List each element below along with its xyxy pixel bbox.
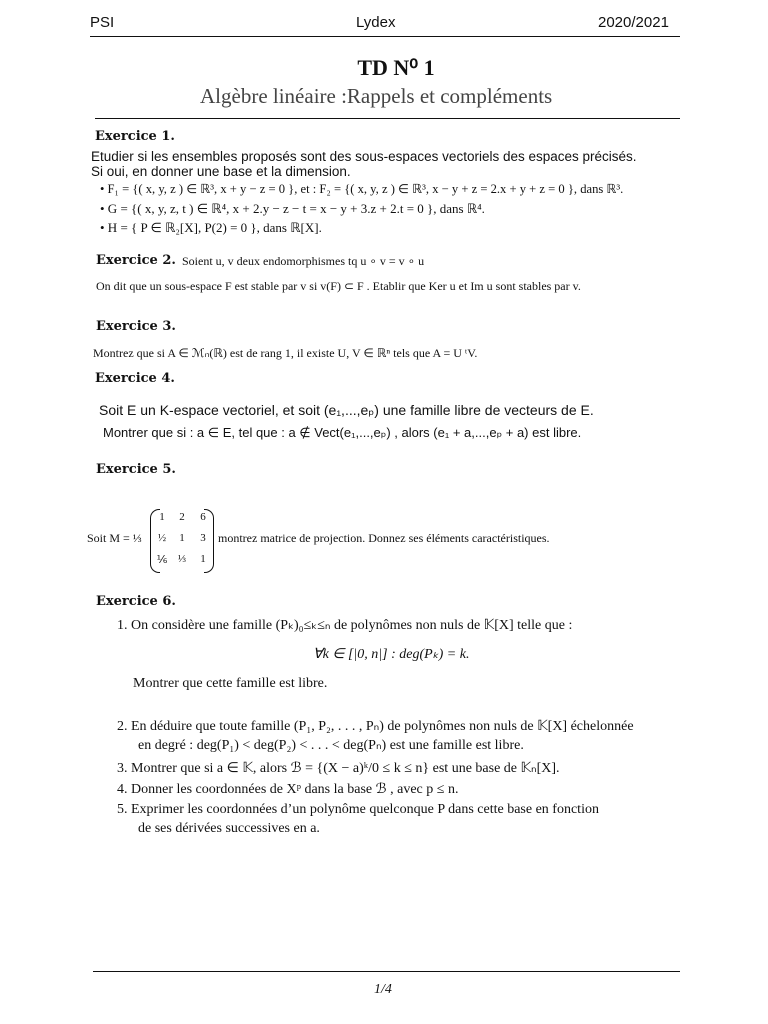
page-number: 1/4 <box>374 982 392 997</box>
exercise-1-intro-1: Etudier si les ensembles proposés sont des sous-espaces vectoriels des espaces précisés. <box>91 149 637 164</box>
exercise-5-matrix <box>150 509 214 571</box>
exercise-2-line-2: On dit que un sous-espace F est stable par v si v(F) ⊂ F . Etablir que Ker u et Im u sont stables par v. <box>96 279 581 293</box>
matrix-cell: 1 <box>179 532 185 544</box>
header-rule <box>90 36 680 37</box>
exercise-4-line-1: Soit E un K-espace vectoriel, et soit (e₁,...,eₚ) une famille libre de vecteurs de E. <box>99 402 594 418</box>
exercise-3-title: Exercice 3. <box>96 319 176 334</box>
exercise-6-item-1-conclusion: Montrer que cette famille est libre. <box>133 676 328 691</box>
exercise-4-title: Exercice 4. <box>95 371 175 386</box>
matrix-cell: 1 <box>200 553 206 565</box>
page-subtitle: Algèbre linéaire :Rappels et compléments <box>200 84 553 108</box>
matrix-cell: 3 <box>200 532 206 544</box>
exercise-1-intro-2: Si oui, en donner une base et la dimension. <box>91 164 351 179</box>
exercise-6-item-3: 3. Montrer que si a ∈ 𝕂, alors ℬ = {(X − a)ᵏ/0 ≤ k ≤ n} est une base de 𝕂ₙ[X]. <box>117 761 560 776</box>
matrix-cell: ½ <box>157 532 167 544</box>
exercise-3-line-1: Montrez que si A ∈ ℳₙ(ℝ) est de rang 1, il existe U, V ∈ ℝⁿ tels que A = U ᵗV. <box>93 346 478 360</box>
header-center: Lydex <box>356 14 396 31</box>
matrix-cell: ⅙ <box>156 554 168 566</box>
exercise-6-item-2b: en degré : deg(P₁) < deg(P₂) < . . . < deg(Pₙ) est une famille est libre. <box>138 738 524 753</box>
exercise-6-title: Exercice 6. <box>96 594 176 609</box>
exercise-1-item-h: • H = { P ∈ ℝ₂[X], P(2) = 0 }, dans ℝ[X]. <box>100 220 322 235</box>
exercise-1-item-g: • G = {( x, y, z, t ) ∈ ℝ⁴, x + 2.y − z − t = x − y + 3.z + 2.t = 0 }, dans ℝ⁴. <box>100 201 485 216</box>
matrix-cell: 1 <box>159 511 165 523</box>
exercise-2-title: Exercice 2. <box>96 253 176 268</box>
title-rule <box>95 118 680 119</box>
exercise-6-item-4: 4. Donner les coordonnées de Xᵖ dans la base ℬ , avec p ≤ n. <box>117 782 459 797</box>
exercise-4-line-2: Montrer que si : a ∈ E, tel que : a ∉ Vect(e₁,...,eₚ) , alors (e₁ + a,...,eₚ + a) est libre. <box>103 425 582 440</box>
exercise-6-item-1: 1. On considère une famille (Pₖ)₀≤ₖ≤ₙ de polynômes non nuls de 𝕂[X] telle que : <box>117 618 573 633</box>
matrix-cell: 2 <box>179 511 185 523</box>
header-left: PSI <box>90 14 115 31</box>
matrix-cell: ⅓ <box>177 553 187 565</box>
footer-rule <box>93 971 680 972</box>
exercise-2-line-1: Soient u, v deux endomorphismes tq u ∘ v = v ∘ u <box>182 254 425 268</box>
exercise-6-equation: ∀k ∈ [|0, n|] : deg(Pₖ) = k. <box>313 647 470 662</box>
exercise-6-item-5b: de ses dérivées successives en a. <box>138 821 320 836</box>
exercise-6-item-5a: 5. Exprimer les coordonnées d’un polynôme quelconque P dans cette base en fonction <box>117 802 599 817</box>
exercise-1-item-f: • F₁ = {( x, y, z ) ∈ ℝ³, x + y − z = 0 }, et : F₂ = {( x, y, z ) ∈ ℝ³, x − y + z = 2.x + y + z = 0 }, dans ℝ³. <box>100 182 624 196</box>
exercise-1-title: Exercice 1. <box>95 129 175 144</box>
page-title: TD N⁰ 1 <box>357 55 435 80</box>
exercise-5-prefix: Soit M = ⅓ <box>87 531 142 545</box>
exercise-5-suffix: montrez matrice de projection. Donnez ses éléments caractéristiques. <box>218 531 550 545</box>
matrix-cell: 6 <box>200 511 206 523</box>
exercise-6-item-2a: 2. En déduire que toute famille (P₁, P₂, . . . , Pₙ) de polynômes non nuls de 𝕂[X] échelonnée <box>117 719 634 734</box>
header-right: 2020/2021 <box>598 14 669 31</box>
exercise-5-title: Exercice 5. <box>96 462 176 477</box>
